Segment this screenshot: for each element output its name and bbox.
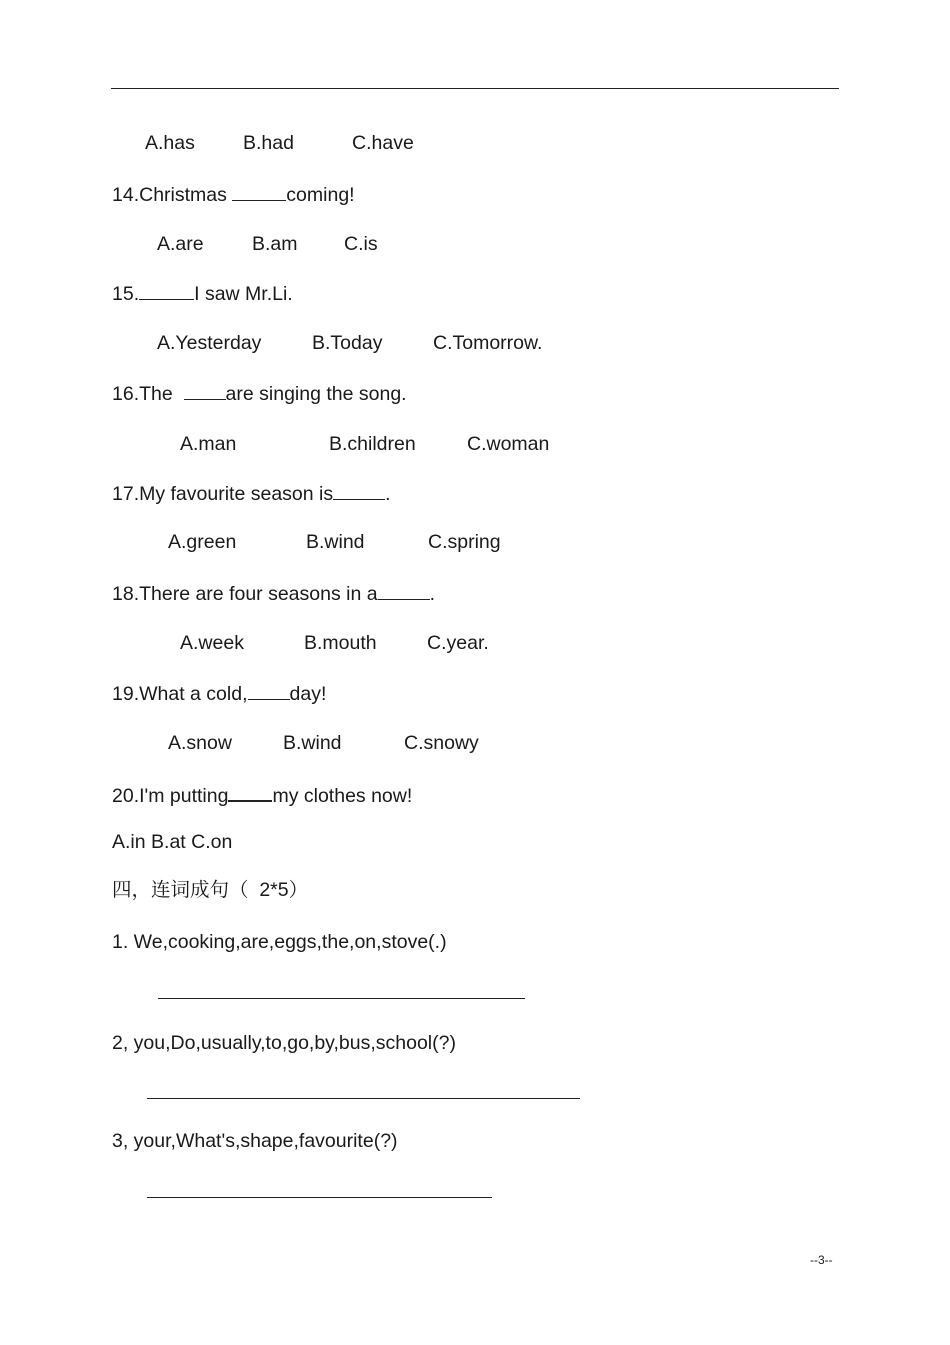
sentence-item-2: 2, you,Do,usually,to,go,by,bus,school(?) (112, 1032, 456, 1054)
answer-blank (378, 581, 430, 600)
q17-option-a: A.green (168, 531, 237, 553)
q13-option-c: C.have (352, 132, 414, 154)
q14-option-c: C.is (344, 233, 378, 255)
question-15: 15. I saw Mr.Li. (112, 283, 293, 305)
sentence-item-1: 1. We,cooking,are,eggs,the,on,stove(.) (112, 931, 447, 953)
q19-option-c: C.snowy (404, 732, 479, 754)
answer-blank (228, 782, 272, 802)
answer-blank (333, 481, 385, 500)
q13-option-b: B.had (243, 132, 294, 154)
header-rule (111, 88, 839, 89)
answer-line-2 (147, 1098, 580, 1099)
q15-option-b: B.Today (312, 332, 383, 354)
q13-option-a: A.has (145, 132, 195, 154)
page-number: --3-- (810, 1253, 833, 1267)
q15-option-c: C.Tomorrow. (433, 332, 543, 354)
q16-option-a: A.man (180, 433, 237, 455)
section-4-heading: 四，连词成句（ 2*5） (112, 879, 309, 901)
q18-option-c: C.year. (427, 632, 489, 654)
q20-options: A.in B.at C.on (112, 831, 233, 853)
answer-blank (232, 182, 286, 201)
question-16: 16.The are singing the song. (112, 383, 407, 405)
q18-option-a: A.week (180, 632, 244, 654)
q14-option-a: A.are (157, 233, 204, 255)
q17-option-b: B.wind (306, 531, 365, 553)
answer-line-1 (158, 998, 525, 999)
question-18: 18.There are four seasons in a . (112, 583, 435, 605)
answer-blank (248, 681, 290, 700)
answer-blank (139, 281, 194, 300)
question-17: 17.My favourite season is . (112, 483, 391, 505)
question-19: 19.What a cold, day! (112, 683, 327, 705)
q19-option-a: A.snow (168, 732, 232, 754)
q16-option-c: C.woman (467, 433, 550, 455)
sentence-item-3: 3, your,What's,shape,favourite(?) (112, 1130, 398, 1152)
q18-option-b: B.mouth (304, 632, 377, 654)
q19-option-b: B.wind (283, 732, 342, 754)
answer-line-3 (147, 1197, 492, 1198)
q16-option-b: B.children (329, 433, 416, 455)
question-20: 20.I'm putting my clothes now! (112, 782, 412, 808)
q15-option-a: A.Yesterday (157, 332, 262, 354)
q14-option-b: B.am (252, 233, 298, 255)
q17-option-c: C.spring (428, 531, 501, 553)
question-14: 14.Christmas coming! (112, 184, 355, 206)
answer-blank (184, 381, 226, 400)
